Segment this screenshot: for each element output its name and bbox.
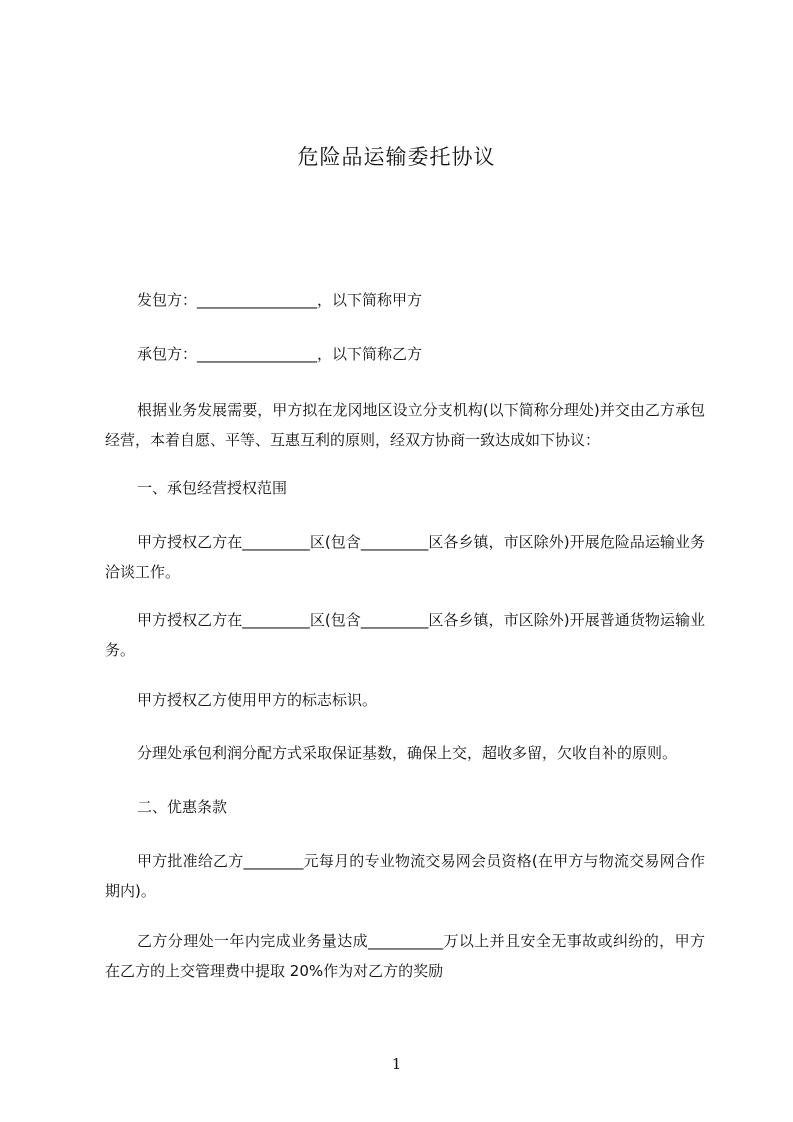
clause-1-3: 甲方授权乙方使用甲方的标志标识。 xyxy=(137,691,378,709)
intro-paragraph: 根据业务发展需要，甲方拟在龙冈地区设立分支机构(以下简称分理处)并交由乙方承包经营，本着自愿、平等、互惠互利的原则，经双方协商一致达成如下协议： xyxy=(105,401,705,449)
clause-2-2: 乙方分理处一年内完成业务量达成__________万以上并且安全无事故或纠纷的，甲方在乙方的上交管理费中提取 20%作为对乙方的奖励 xyxy=(105,932,705,980)
clause-2-1: 甲方批准给乙方________元每月的专业物流交易网会员资格(在甲方与物流交易网合作期内)。 xyxy=(105,852,705,900)
page-number: 1 xyxy=(391,1055,402,1073)
clause-1-4: 分理处承包利润分配方式采取保证基数，确保上交，超收多留，欠收自补的原则。 xyxy=(137,744,678,762)
party-a-line: 发包方：________________，以下简称甲方 xyxy=(137,291,423,309)
section-1-heading: 一、承包经营授权范围 xyxy=(137,479,288,497)
section-2-heading: 二、优惠条款 xyxy=(137,798,228,816)
party-b-line: 承包方：________________，以下简称乙方 xyxy=(137,345,423,363)
clause-1-2: 甲方授权乙方在_________区(包含_________区各乡镇，市区除外)开展普通货物运输业务。 xyxy=(105,611,705,659)
clause-1-1: 甲方授权乙方在_________区(包含_________区各乡镇，市区除外)开展危险品运输业务洽谈工作。 xyxy=(105,533,705,581)
document-title: 危险品运输委托协议 xyxy=(297,145,496,169)
